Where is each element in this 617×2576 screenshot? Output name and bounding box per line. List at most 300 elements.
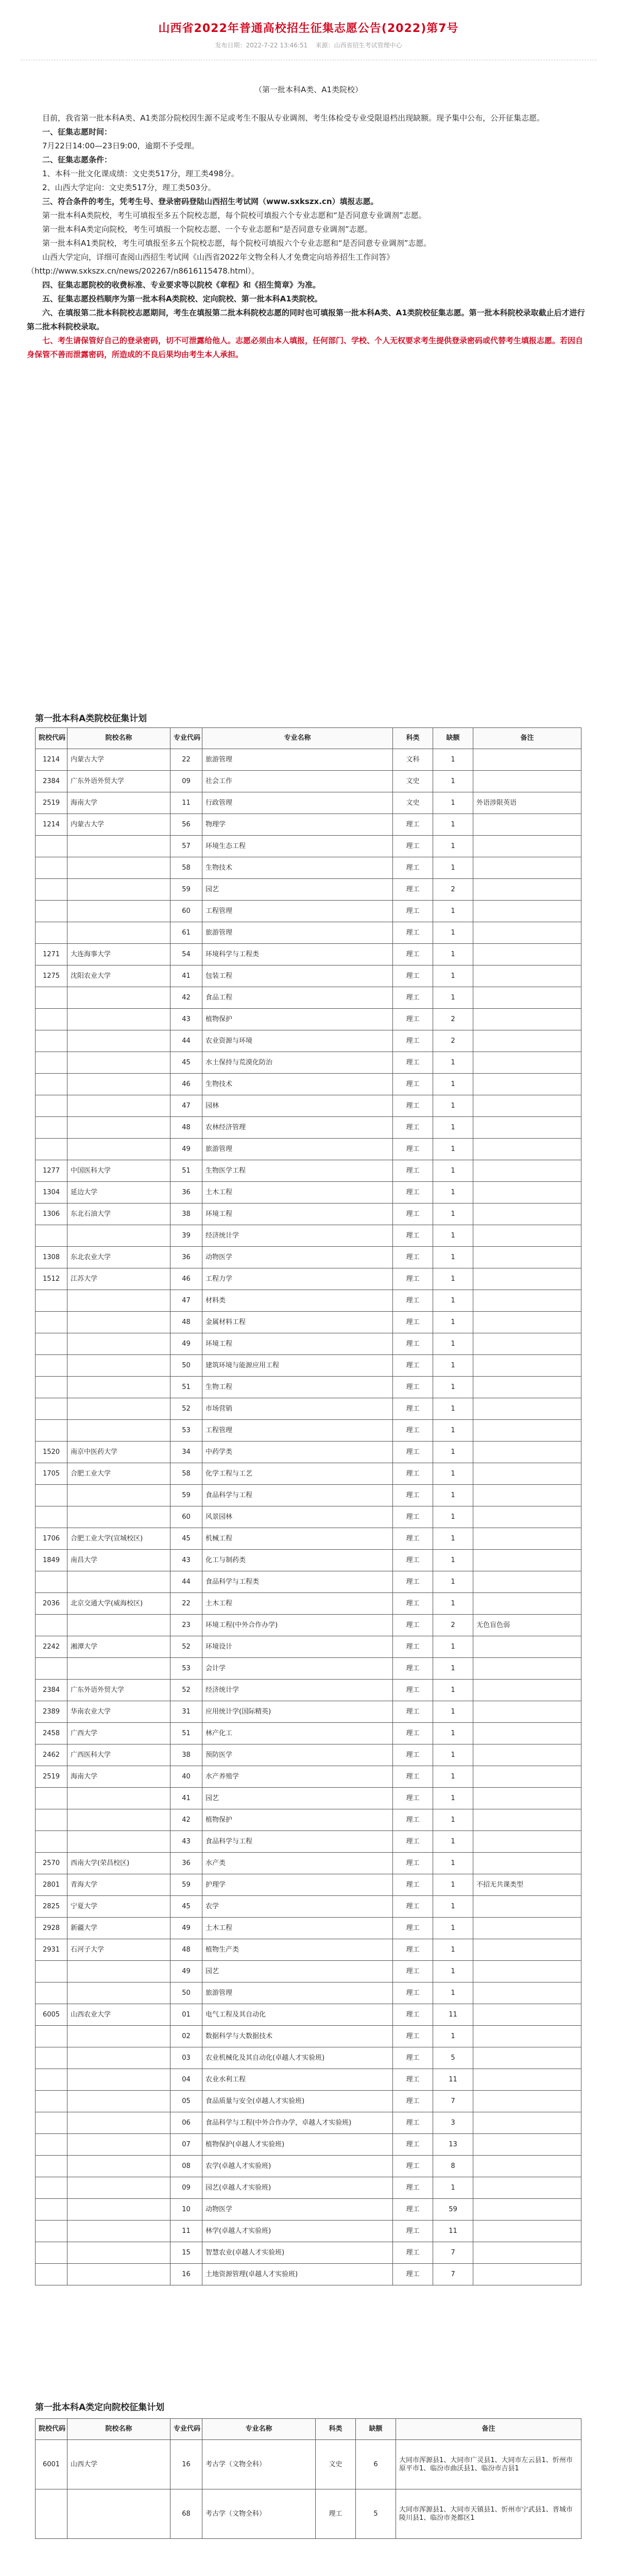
table-cell: 22 — [170, 749, 202, 771]
table-cell — [473, 1312, 581, 1333]
table-cell: 南京中医药大学 — [67, 1442, 170, 1463]
table-cell: 经济统计学 — [202, 1680, 393, 1701]
table-cell — [67, 1333, 170, 1355]
table-cell: 林产化工 — [202, 1723, 393, 1744]
table-cell: 理工 — [393, 1095, 433, 1117]
col-type: 科类 — [316, 2419, 356, 2440]
table-row — [36, 1333, 581, 1355]
table-cell — [67, 1290, 170, 1312]
table-cell: 水产养殖学 — [202, 1766, 393, 1788]
table-cell: 6001 — [36, 2440, 67, 2489]
table-cell — [36, 836, 67, 857]
table-cell: 海南大学 — [67, 792, 170, 814]
table-cell: 1 — [433, 1961, 473, 1982]
table-cell: 东北农业大学 — [67, 1247, 170, 1268]
table-row — [36, 1744, 581, 1766]
table-cell: 11 — [433, 2221, 473, 2242]
table-row — [36, 1766, 581, 1788]
table-cell: 53 — [170, 1420, 202, 1442]
table-cell: 环境工程 — [202, 1333, 393, 1355]
table-row — [36, 2112, 581, 2134]
table-cell — [67, 2264, 170, 2285]
table-cell — [36, 1485, 67, 1506]
table-cell — [36, 2156, 67, 2177]
table-ding-title: 第一批本科A类定向院校征集计划 — [35, 2402, 165, 2413]
table-cell — [67, 901, 170, 922]
table-cell: 36 — [170, 1853, 202, 1874]
table-cell: 理工 — [393, 1052, 433, 1074]
section-register: 三、符合条件的考生，凭考生号、登录密码登陆山西招生考试网（www.sxkszx.cn）填报志愿。 — [42, 197, 379, 206]
table-cell — [36, 857, 67, 879]
table-cell: 理工 — [393, 1247, 433, 1268]
table-cell — [67, 2221, 170, 2242]
table-cell — [36, 2221, 67, 2242]
register-body-2: 第一批本科A类定向院校，考生可填报一个院校志愿、一个专业志愿和“是否同意专业调剂”志愿。 — [42, 225, 372, 234]
table-cell: 理工 — [393, 922, 433, 944]
table-cell: 理工 — [393, 2026, 433, 2047]
table-cell: 1 — [433, 1398, 473, 1420]
table-cell — [473, 2134, 581, 2156]
table-cell — [36, 1030, 67, 1052]
table-cell — [67, 1506, 170, 1528]
table-cell: 1 — [433, 1788, 473, 1809]
table-ding-body — [36, 2440, 581, 2539]
table-cell — [67, 1615, 170, 1636]
table-cell: 10 — [170, 2199, 202, 2221]
section-time-title: 一、征集志愿时间： — [42, 127, 112, 137]
table-cell: 环境生态工程 — [202, 836, 393, 857]
table-row — [36, 987, 581, 1009]
table-cell: 农业资源与环境 — [202, 1030, 393, 1052]
table-cell: 1214 — [36, 749, 67, 771]
table-row — [36, 1485, 581, 1506]
table-cell: 理工 — [393, 1117, 433, 1139]
table-cell: 理工 — [393, 1420, 433, 1442]
table-cell — [473, 2177, 581, 2199]
table-cell: 工程管理 — [202, 901, 393, 922]
table-cell — [473, 1160, 581, 1182]
section-warning: 七、考生请保管好自己的登录密码，切不可泄露给他人。志愿必须由本人填报，任何部门、学校、个人无权要求考生提供登录密码或代替考生填报志愿。若因自身保管不善而泄露密码，所造成的不良后果均由考生本人承担。 — [27, 336, 584, 359]
table-cell: 动物医学 — [202, 1247, 393, 1268]
table-cell — [473, 1831, 581, 1853]
table-cell — [67, 2026, 170, 2047]
table-cell: 理工 — [393, 1485, 433, 1506]
table-cell — [36, 901, 67, 922]
table-cell: 1 — [433, 965, 473, 987]
table-cell — [67, 1095, 170, 1117]
table-cell: 56 — [170, 814, 202, 836]
table-cell: 58 — [170, 857, 202, 879]
table-cell: 农学(卓越人才实验班) — [202, 2156, 393, 2177]
table-cell: 文史 — [393, 771, 433, 792]
table-cell — [473, 1333, 581, 1355]
table-cell: 理工 — [393, 1442, 433, 1463]
table-cell — [473, 1442, 581, 1463]
table-cell — [36, 1052, 67, 1074]
table-cell: 46 — [170, 1074, 202, 1095]
table-cell: 2519 — [36, 792, 67, 814]
table-cell — [36, 1506, 67, 1528]
table-cell: 生物技术 — [202, 1074, 393, 1095]
table-cell: 2931 — [36, 1939, 67, 1961]
table-row — [36, 1463, 581, 1485]
table-cell: 理工 — [393, 1333, 433, 1355]
table-cell: 植物保护 — [202, 1009, 393, 1030]
table-cell — [36, 1615, 67, 1636]
table-cell — [473, 1788, 581, 1809]
table-row — [36, 749, 581, 771]
table-cell — [473, 1009, 581, 1030]
table-cell — [67, 1809, 170, 1831]
table-cell: 1 — [433, 1377, 473, 1398]
table-row — [36, 1788, 581, 1809]
table-cell: 1 — [433, 1550, 473, 1571]
table-cell: 食品科学与工程类 — [202, 1571, 393, 1593]
table-cell: 理工 — [393, 814, 433, 836]
table-cell — [67, 2156, 170, 2177]
table-cell: 广西医科大学 — [67, 1744, 170, 1766]
table-cell: 48 — [170, 1312, 202, 1333]
table-cell: 44 — [170, 1571, 202, 1593]
table-cell: 风景园林 — [202, 1506, 393, 1528]
table-cell — [67, 2242, 170, 2264]
table-cell — [67, 1961, 170, 1982]
table-cell — [473, 1809, 581, 1831]
table-row — [36, 1052, 581, 1074]
table-row — [36, 1528, 581, 1550]
table-cell: 1 — [433, 1809, 473, 1831]
table-cell: 理工 — [393, 1377, 433, 1398]
table-row — [36, 1442, 581, 1463]
table-cell: 60 — [170, 1506, 202, 1528]
table-cell — [473, 1204, 581, 1225]
table-cell — [67, 2199, 170, 2221]
table-cell: 外语涉限英语 — [473, 792, 581, 814]
table-header-row — [36, 728, 581, 749]
table-cell: 1 — [433, 1723, 473, 1744]
table-cell: 物理学 — [202, 814, 393, 836]
table-cell: 水产类 — [202, 1853, 393, 1874]
table-cell: 土木工程 — [202, 1593, 393, 1615]
table-cell — [473, 901, 581, 922]
table-row — [36, 1030, 581, 1052]
table-cell: 61 — [170, 922, 202, 944]
table-row — [36, 1896, 581, 1918]
table-cell: 1 — [433, 1982, 473, 2004]
table-cell: 1 — [433, 2177, 473, 2199]
table-cell: 江苏大学 — [67, 1268, 170, 1290]
table-cell: 理工 — [393, 1268, 433, 1290]
table-row — [36, 1658, 581, 1680]
table-cell: 文科 — [393, 749, 433, 771]
table-row — [36, 792, 581, 814]
table-cell: 理工 — [393, 2264, 433, 2285]
table-cell: 22 — [170, 1593, 202, 1615]
table-cell: 1 — [433, 1312, 473, 1333]
table-cell — [36, 1809, 67, 1831]
table-cell: 36 — [170, 1182, 202, 1204]
table-cell: 1 — [433, 857, 473, 879]
table-cell: 旅游管理 — [202, 749, 393, 771]
table-cell: 52 — [170, 1680, 202, 1701]
col-code: 院校代码 — [36, 2419, 67, 2440]
table-cell: 2825 — [36, 1896, 67, 1918]
table-cell — [36, 2489, 67, 2539]
table-cell: 7 — [433, 2242, 473, 2264]
table-cell: 青海大学 — [67, 1874, 170, 1896]
table-cell — [473, 1918, 581, 1939]
table-cell: 1 — [433, 1593, 473, 1615]
register-body-3: 第一批本科A1类院校，考生可填报至多五个院校志愿，每个院校可填报六个专业志愿和“是否同意专业调剂”志愿。 — [42, 239, 432, 248]
table-cell: 51 — [170, 1377, 202, 1398]
table-cell: 大连海事大学 — [67, 944, 170, 965]
section-condition-title: 二、征集志愿条件： — [42, 155, 112, 164]
table-cell — [473, 1506, 581, 1528]
table-cell: 1 — [433, 901, 473, 922]
table-cell: 51 — [170, 1723, 202, 1744]
col-name: 院校名称 — [67, 728, 170, 749]
table-cell: 金属材料工程 — [202, 1312, 393, 1333]
table-row — [36, 1918, 581, 1939]
table-cell — [67, 1788, 170, 1809]
table-cell: 土木工程 — [202, 1918, 393, 1939]
table-cell: 38 — [170, 1204, 202, 1225]
table-cell — [67, 2134, 170, 2156]
table-row — [36, 1982, 581, 2004]
table-cell: 理工 — [393, 2156, 433, 2177]
table-row — [36, 1809, 581, 1831]
table-cell — [473, 1658, 581, 1680]
table-cell — [36, 1074, 67, 1095]
table-cell: 社会工作 — [202, 771, 393, 792]
table-cell: 理工 — [393, 1918, 433, 1939]
table-cell: 3 — [433, 2112, 473, 2134]
table-cell: 1 — [433, 1204, 473, 1225]
table-cell: 合肥工业大学 — [67, 1463, 170, 1485]
table-row — [36, 2004, 581, 2026]
table-cell: 1 — [433, 2026, 473, 2047]
table-cell: 理工 — [393, 1355, 433, 1377]
table-cell: 土地资源管理(卓越人才实验班) — [202, 2264, 393, 2285]
table-cell: 理工 — [393, 1658, 433, 1680]
table-cell: 园林 — [202, 1095, 393, 1117]
table-cell: 2384 — [36, 771, 67, 792]
table-cell — [67, 2069, 170, 2091]
table-row — [36, 1593, 581, 1615]
table-cell: 8 — [433, 2156, 473, 2177]
table-cell: 护理学 — [202, 1874, 393, 1896]
table-cell: 1 — [433, 922, 473, 944]
table-cell: 理工 — [393, 2047, 433, 2069]
table-cell — [36, 2264, 67, 2285]
table-cell: 不招无共课类型 — [473, 1874, 581, 1896]
table-cell — [36, 1333, 67, 1355]
table-cell: 1 — [433, 1333, 473, 1355]
table-row — [36, 1571, 581, 1593]
table-cell: 15 — [170, 2242, 202, 2264]
table-cell: 理工 — [393, 1074, 433, 1095]
table-cell — [473, 1225, 581, 1247]
table-cell: 山西大学 — [67, 2440, 170, 2489]
table-row — [36, 1355, 581, 1377]
table-cell: 09 — [170, 2177, 202, 2199]
table-cell: 47 — [170, 1290, 202, 1312]
table-cell: 1214 — [36, 814, 67, 836]
table-cell: 1306 — [36, 1204, 67, 1225]
table-cell: 50 — [170, 1355, 202, 1377]
table-cell: 1 — [433, 1853, 473, 1874]
table-cell: 食品科学与工程(中外合作办学，卓越人才实验班) — [202, 2112, 393, 2134]
table-cell: 11 — [170, 792, 202, 814]
table-cell — [36, 2134, 67, 2156]
table-cell — [36, 1420, 67, 1442]
table-row — [36, 1420, 581, 1442]
table-cell — [36, 1788, 67, 1809]
table-cell — [473, 1355, 581, 1377]
table-cell — [67, 1658, 170, 1680]
table-cell: 1 — [433, 792, 473, 814]
col-major-code: 专业代码 — [170, 728, 202, 749]
table-cell — [473, 1636, 581, 1658]
table-cell — [67, 2047, 170, 2069]
table-cell: 环境设计 — [202, 1636, 393, 1658]
table-cell — [36, 2091, 67, 2112]
table-cell: 54 — [170, 944, 202, 965]
table-cell: 理工 — [393, 1225, 433, 1247]
table-cell: 理工 — [393, 879, 433, 901]
table-row — [36, 2134, 581, 2156]
table-cell — [67, 1052, 170, 1074]
table-cell: 化学工程与工艺 — [202, 1463, 393, 1485]
table-cell — [36, 1355, 67, 1377]
table-cell: 1277 — [36, 1160, 67, 1182]
table-cell: 1 — [433, 1636, 473, 1658]
table-cell: 理工 — [393, 1788, 433, 1809]
table-cell: 6005 — [36, 2004, 67, 2026]
table-cell — [67, 1398, 170, 1420]
table-cell — [473, 1528, 581, 1550]
page-title: 山西省2022年普通高校招生征集志愿公告(2022)第7号 — [158, 22, 459, 35]
table-row — [36, 2199, 581, 2221]
table-cell: 1 — [433, 1182, 473, 1204]
table-cell — [473, 857, 581, 879]
table-cell: 会计学 — [202, 1658, 393, 1680]
table-cell: 园艺 — [202, 1788, 393, 1809]
table-row — [36, 2156, 581, 2177]
table-cell: 延边大学 — [67, 1182, 170, 1204]
table-cell: 环境科学与工程类 — [202, 944, 393, 965]
table-cell: 理工 — [393, 1939, 433, 1961]
table-cell: 1 — [433, 1831, 473, 1853]
table-cell — [67, 922, 170, 944]
table-cell: 理工 — [393, 1506, 433, 1528]
table-cell: 49 — [170, 1139, 202, 1160]
table-cell: 中国医科大学 — [67, 1160, 170, 1182]
table-cell — [36, 2047, 67, 2069]
table-cell — [473, 814, 581, 836]
table-cell: 52 — [170, 1636, 202, 1658]
table-cell — [473, 1139, 581, 1160]
table-cell: 西南大学(荣昌校区) — [67, 1853, 170, 1874]
table-cell: 理工 — [393, 1896, 433, 1918]
table-cell: 11 — [170, 2221, 202, 2242]
table-cell — [36, 922, 67, 944]
table-cell: 68 — [170, 2489, 202, 2539]
table-cell — [473, 1680, 581, 1701]
table-cell: 环境工程 — [202, 1204, 393, 1225]
table-cell: 1 — [433, 1658, 473, 1680]
table-cell — [473, 1052, 581, 1074]
table-cell — [473, 1117, 581, 1139]
table-cell: 1 — [433, 1701, 473, 1723]
table-cell — [67, 836, 170, 857]
table-cell: 理工 — [393, 1853, 433, 1874]
table-cell — [473, 771, 581, 792]
table-cell: 43 — [170, 1009, 202, 1030]
table-cell: 理工 — [393, 2177, 433, 2199]
table-cell: 理工 — [393, 1593, 433, 1615]
table-cell: 理工 — [393, 1744, 433, 1766]
table-cell: 1 — [433, 1918, 473, 1939]
table-cell: 考古学（文物全科） — [202, 2489, 316, 2539]
table-cell: 化工与制药类 — [202, 1550, 393, 1571]
table-a-body — [36, 749, 581, 2285]
table-cell: 43 — [170, 1550, 202, 1571]
register-body-1: 第一批本科A类院校，考生可填报至多五个院校志愿，每个院校可填报六个专业志愿和“是否同意专业调剂”志愿。 — [42, 211, 426, 220]
table-cell: 1849 — [36, 1550, 67, 1571]
table-cell: 1706 — [36, 1528, 67, 1550]
table-cell: 山西农业大学 — [67, 2004, 170, 2026]
table-cell: 理工 — [393, 1982, 433, 2004]
table-cell — [67, 1312, 170, 1333]
table-row — [36, 771, 581, 792]
table-cell: 广东外语外贸大学 — [67, 771, 170, 792]
table-cell: 41 — [170, 965, 202, 987]
table-cell — [36, 1398, 67, 1420]
table-cell: 49 — [170, 1918, 202, 1939]
table-cell — [36, 2112, 67, 2134]
table-cell: 电气工程及其自动化 — [202, 2004, 393, 2026]
table-cell — [473, 1247, 581, 1268]
table-cell — [473, 1701, 581, 1723]
table-cell: 2928 — [36, 1918, 67, 1939]
table-cell: 2242 — [36, 1636, 67, 1658]
table-cell: 53 — [170, 1658, 202, 1680]
section-fee: 四、征集志愿院校的收费标准、专业要求等以院校《章程》和《招生简章》为准。 — [42, 280, 321, 290]
table-cell: 1 — [433, 1268, 473, 1290]
table-cell — [473, 922, 581, 944]
table-cell: 广西大学 — [67, 1723, 170, 1744]
table-cell: 36 — [170, 1247, 202, 1268]
table-cell: 52 — [170, 1398, 202, 1420]
table-cell: 1 — [433, 1571, 473, 1593]
table-cell: 大同市浑源县1、大同市广灵县1、大同市左云县1、忻州市原平市1、临汾市曲沃县1、临汾市吉县1 — [396, 2440, 581, 2489]
table-cell: 东北石油大学 — [67, 1204, 170, 1225]
col-note: 备注 — [473, 728, 581, 749]
table-row — [36, 879, 581, 901]
table-cell: 2 — [433, 879, 473, 901]
table-row — [36, 944, 581, 965]
table-cell: 59 — [433, 2199, 473, 2221]
table-cell — [36, 1095, 67, 1117]
table-row — [36, 1939, 581, 1961]
table-header-row — [36, 2419, 581, 2440]
table-cell: 16 — [170, 2440, 202, 2489]
table-cell: 2 — [433, 1030, 473, 1052]
table-cell: 1512 — [36, 1268, 67, 1290]
table-row — [36, 1550, 581, 1571]
table-cell: 34 — [170, 1442, 202, 1463]
